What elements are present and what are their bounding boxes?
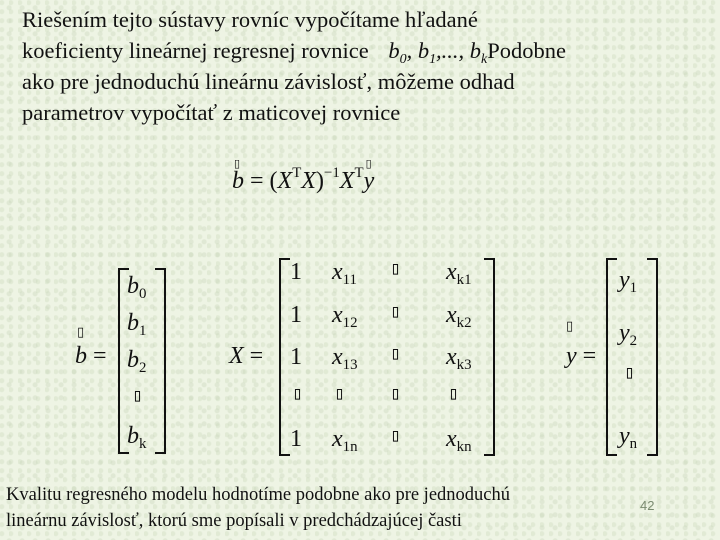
matrix-x-cell: ▯ <box>390 425 401 446</box>
vector-accent-icon: ▯ <box>77 324 85 339</box>
matrix-x-cell: ▯ <box>390 301 401 322</box>
matrix-x-cell: $x_{k3}$ <box>446 344 472 374</box>
coef-ellipsis: ,..., <box>436 38 470 63</box>
coef-b1-sub: 1 <box>429 51 437 67</box>
intro-paragraph <box>22 4 706 128</box>
matrix-x-cell: $x_{kn}$ <box>446 426 472 456</box>
coef-b0-sub: 0 <box>399 51 407 67</box>
vector-b-entry: $b_2$ <box>127 347 147 377</box>
matrix-x-cell: 1 <box>290 344 302 370</box>
formula-x1: X <box>277 168 293 194</box>
formula-x2: X <box>301 168 316 194</box>
vector-b-entry: $b_1$ <box>127 310 147 340</box>
vector-b-entry: ▯ <box>132 385 143 406</box>
matrix-x-left-bracket <box>279 258 290 456</box>
matrix-x-cell: $x_{k2}$ <box>446 302 472 332</box>
vector-accent-icon: ▯ <box>365 158 372 170</box>
coef-bk-sub: k <box>481 51 488 67</box>
formula-y: y <box>363 168 375 194</box>
formula-t1: T <box>292 164 302 181</box>
matrix-x-cell: ▯ <box>390 383 401 404</box>
vector-y-entry: ▯ <box>624 362 635 383</box>
matrix-x-cell: 1 <box>290 426 302 452</box>
coefficient-list <box>388 38 488 67</box>
matrix-x-equals: = <box>249 343 264 369</box>
matrix-x-right-bracket <box>484 258 495 456</box>
matrix-x-cell: 1 <box>290 302 302 328</box>
intro-line-2-start: koeficienty lineárnej regresnej rovnice <box>22 38 369 63</box>
page-number: 42 <box>640 498 655 513</box>
matrix-x-cell: ▯ <box>292 383 303 404</box>
matrix-x-cell: $x_{1n}$ <box>332 426 358 456</box>
vector-b-symbol <box>232 158 244 195</box>
matrix-x-letter: X <box>229 343 244 369</box>
matrix-x-cell: ▯ <box>334 383 345 404</box>
matrix-x-cell: $x_{13}$ <box>332 344 358 374</box>
vector-y-label <box>566 318 597 370</box>
footer-note <box>6 482 666 534</box>
vector-b-label <box>75 324 107 370</box>
vector-y-symbol <box>363 158 375 195</box>
vector-b-right-bracket <box>155 268 166 454</box>
matrix-equation: ▯ $b = (X^TX)^{-1}X^T$ ▯ y <box>232 158 375 194</box>
matrix-x-cell: $x_{11}$ <box>332 259 357 289</box>
matrix-x-cell: 1 <box>290 259 302 285</box>
matrix-x-cell: ▯ <box>390 258 401 279</box>
matrix-x-cell: $x_{12}$ <box>332 302 358 332</box>
matrix-x-cell: ▯ <box>390 343 401 364</box>
vector-y-entry: $y_1$ <box>619 267 638 297</box>
vector-y-left-bracket <box>606 258 617 456</box>
vector-y-entry: $y_n$ <box>619 423 638 453</box>
matrix-x-cell: $x_{k1}$ <box>446 259 472 289</box>
intro-line-4: parametrov vypočítať z maticovej rovnice <box>22 100 401 125</box>
formula-t2: T <box>354 164 364 181</box>
vector-b-equals: = <box>93 343 107 369</box>
formula-inverse: −1 <box>323 164 340 181</box>
vector-b-entry: $b_0$ <box>127 273 147 303</box>
vector-b-entry: $b_k$ <box>127 423 147 453</box>
vector-y-letter: y <box>566 343 577 369</box>
vector-y-right-bracket <box>647 258 658 456</box>
vector-accent-icon: ▯ <box>234 158 241 170</box>
vector-b-letter: b <box>75 343 87 369</box>
formula-x3: X <box>339 168 355 194</box>
matrix-x-label <box>229 343 263 370</box>
intro-line-2-end: Podobne <box>487 38 566 63</box>
intro-line-1: Riešením tejto sústavy rovníc vypočítame hľadané <box>22 7 478 32</box>
vector-y-equals: = <box>582 343 597 369</box>
coef-sep: , <box>406 38 418 63</box>
vector-y-entry: $y_2$ <box>619 320 638 350</box>
vector-accent-icon: ▯ <box>566 318 574 333</box>
formula-b: b <box>232 168 244 194</box>
coef-bk-base: b <box>469 38 482 63</box>
intro-line-3: ako pre jednoduchú lineárnu závislosť, môžeme odhad <box>22 69 515 94</box>
coef-b1-base: b <box>417 38 430 63</box>
footer-line-1: Kvalitu regresného modelu hodnotíme podobne ako pre jednoduchú <box>6 485 510 505</box>
coef-b0-base: b <box>388 38 400 63</box>
matrix-x-cell: ▯ <box>448 383 459 404</box>
footer-line-2: lineárnu závislosť, ktorú sme popísali v predchádzajúcej časti <box>6 511 462 531</box>
formula-eq: = ( <box>244 168 278 194</box>
